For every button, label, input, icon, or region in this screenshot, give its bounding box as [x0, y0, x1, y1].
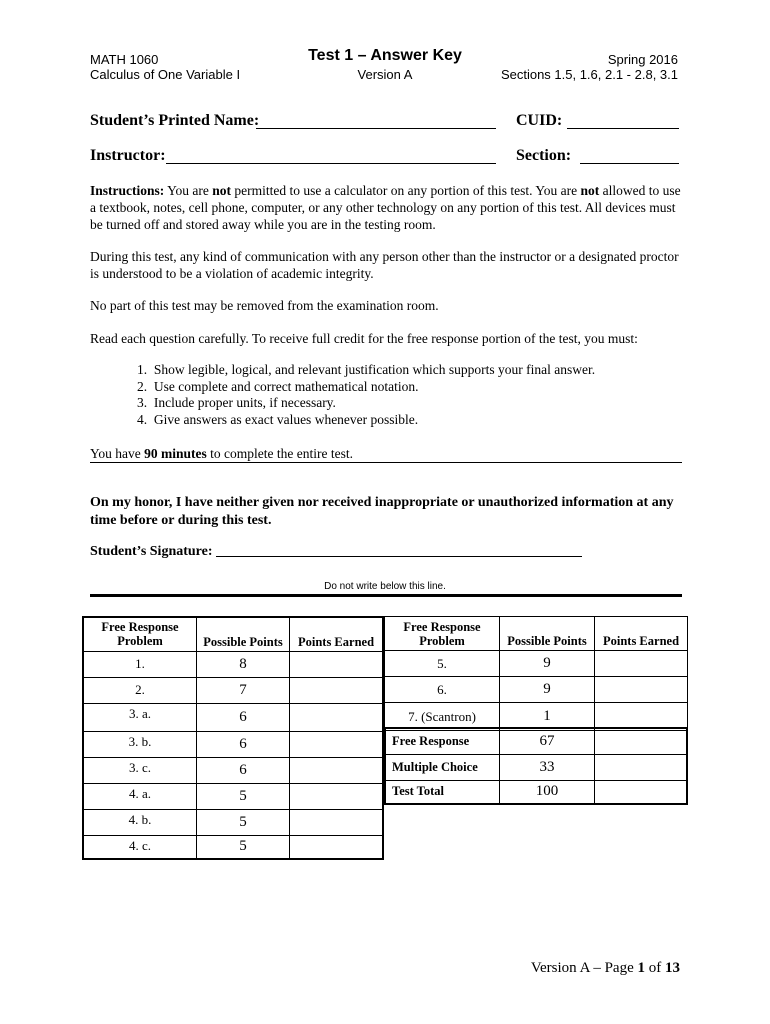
points-earned-cell[interactable] — [290, 703, 384, 731]
removal-paragraph: No part of this test may be removed from the examination room. — [90, 298, 439, 313]
points-earned-cell[interactable] — [595, 651, 688, 677]
term: Spring 2016 — [607, 52, 678, 67]
points-earned-cell[interactable] — [595, 728, 688, 754]
table-row: 4. c. 5 — [83, 835, 383, 859]
page-title: Test 1 – Answer Key — [308, 47, 462, 64]
thick-divider — [90, 594, 682, 597]
points-earned-cell[interactable] — [290, 677, 384, 703]
requirements-list — [137, 362, 677, 428]
table-row: 7. (Scantron) 1 — [385, 703, 688, 731]
points-earned-cell[interactable] — [290, 835, 384, 859]
read-carefully-paragraph: Read each question carefully. To receive full credit for the free response portion of the test, you must: — [90, 331, 638, 346]
table-row: 5. 9 — [385, 651, 688, 677]
summary-label: Multiple Choice — [385, 754, 500, 780]
header-possible: Possible Points — [197, 617, 290, 651]
instructor-field[interactable] — [166, 163, 496, 164]
points-earned-cell[interactable] — [290, 809, 384, 835]
table-row: 3. c. 6 — [83, 757, 383, 783]
time-limit: You have 90 minutes to complete the entire test. — [90, 446, 353, 461]
header-earned: Points Earned — [290, 617, 384, 651]
points-earned-cell[interactable] — [595, 780, 688, 804]
signature-field[interactable] — [216, 556, 582, 557]
printed-name-field[interactable] — [256, 128, 496, 129]
do-not-write-note: Do not write below this line. — [324, 581, 446, 592]
list-item: 1. Show legible, logical, and relevant justification which supports your final answer. — [137, 362, 596, 377]
points-earned-cell[interactable] — [290, 731, 384, 757]
score-table-left — [82, 616, 384, 860]
list-item: 2. Use complete and correct mathematical notation. — [137, 378, 419, 394]
integrity-paragraph: During this test, any kind of communication with any person other than the instructor or a designated proctor is understood to be a violation of academic integrity. — [90, 249, 679, 281]
table-row: 2. 7 — [83, 677, 383, 703]
summary-label: Test Total — [385, 780, 500, 804]
table-row: Free Response 67 — [385, 728, 687, 754]
table-row: Test Total 100 — [385, 780, 687, 804]
divider-rule — [90, 462, 682, 463]
points-earned-cell[interactable] — [290, 757, 384, 783]
table-row: 3. b. 6 — [83, 731, 383, 757]
signature-label: Student’s Signature: — [90, 544, 213, 559]
cuid-label: CUID: — [516, 112, 563, 129]
printed-name-label: Student’s Printed Name: — [90, 112, 260, 129]
list-item: 4. Give answers as exact values whenever possible. — [137, 411, 419, 427]
table-row: 4. b. 5 — [83, 809, 383, 835]
table-row: 3. a. 6 — [83, 703, 383, 731]
points-earned-cell[interactable] — [595, 677, 688, 703]
table-row: 1. 8 — [83, 651, 383, 677]
version-label: Version A — [357, 67, 413, 82]
course-code: MATH 1060 — [90, 52, 159, 67]
list-item: 3. Include proper units, if necessary. — [137, 395, 336, 410]
header-earned: Points Earned — [595, 617, 688, 651]
summary-label: Free Response — [385, 728, 500, 754]
header-problem: Free Response Problem — [83, 617, 197, 651]
section-field[interactable] — [580, 163, 679, 164]
page-footer: Version A – Page 1 of 13 — [530, 960, 680, 976]
points-earned-cell[interactable] — [290, 783, 384, 809]
table-row: 6. 9 — [385, 677, 688, 703]
honor-statement: On my honor, I have neither given nor received inappropriate or unauthorized information at any time before or during this test. — [90, 495, 674, 528]
course-name: Calculus of One Variable I — [90, 67, 241, 82]
section-label: Section: — [516, 147, 572, 164]
score-table-right — [384, 616, 688, 731]
table-row: Multiple Choice 33 — [385, 754, 687, 780]
sections: Sections 1.5, 1.6, 2.1 - 2.8, 3.1 — [500, 67, 678, 82]
points-earned-cell[interactable] — [290, 651, 384, 677]
table-row: 4. a. 5 — [83, 783, 383, 809]
instructions-lead: Instructions: — [90, 183, 165, 198]
instructor-label: Instructor: — [90, 147, 166, 164]
instructions-paragraph: Instructions: You are not permitted to use a calculator on any portion of this test. You are not allowed to use a textbook, notes, cell phone, computer, or any other technology on any portion of this test. All devices must be turned off and stored away while you are in the testing room. — [90, 183, 681, 232]
cuid-field[interactable] — [567, 128, 679, 129]
header-problem: Free Response Problem — [385, 617, 500, 651]
summary-table — [384, 727, 688, 805]
points-earned-cell[interactable] — [595, 754, 688, 780]
header-possible: Possible Points — [500, 617, 595, 651]
